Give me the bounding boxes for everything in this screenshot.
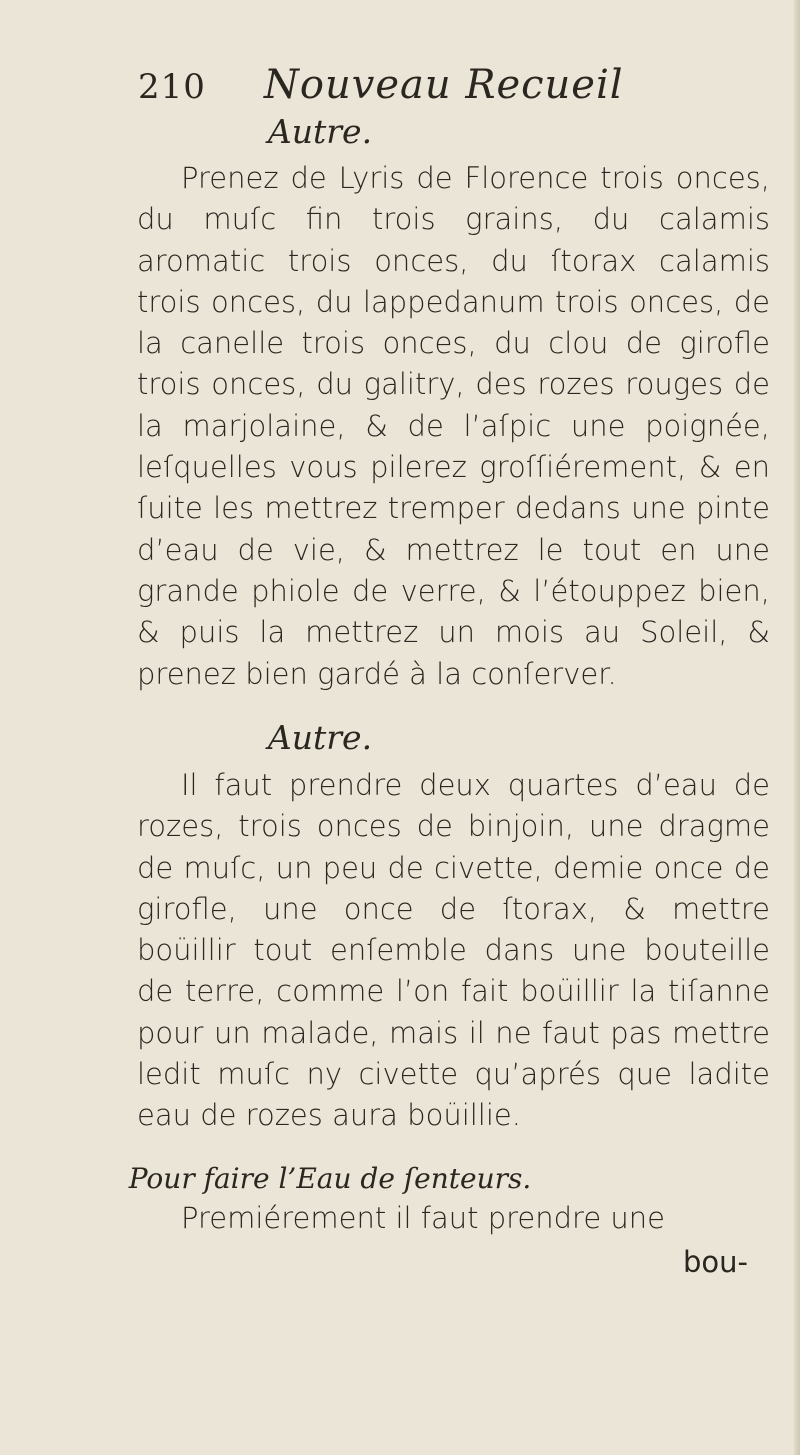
section-heading: Pour faire l’Eau de ſenteurs. xyxy=(128,1162,532,1195)
page-edge xyxy=(794,0,800,1455)
paragraph: Prenez de Lyris de Florence trois onces, du muſc fin trois grains, du calamis aromatic trois onces, du ſtorax calamis trois onces, du lappedanum trois onces, de la canelle trois onces, du clou de girofle trois onces, du galitry, des rozes rouges de la marjolaine, & de l’aſpic une poignée, leſquelles vous pilerez groſſiérement, & en ſuite les mettrez tremper dedans une pinte d’eau de vie, & mettrez le tout en une grande phiole de verre, & l’étouppez bien, & puis la mettrez un mois au Soleil, & prenez bien gardé à la conſerver. xyxy=(137,161,770,691)
catchword: bou- xyxy=(683,1245,748,1279)
paragraph: Premiérement il faut prendre une xyxy=(181,1201,665,1235)
paragraph: Il faut prendre deux quartes d’eau de rozes, trois onces de binjoin, une dragme de muſc, un peu de civette, demie once de girofle, une once de ſtorax, & mettre boüillir tout enſemble dans une bouteille de terre, comme l’on fait boüillir la tiſanne pour un malade, mais il ne faut pas mettre ledit muſc ny civette qu’aprés que ladite eau de rozes aura boüillie. xyxy=(137,768,770,1133)
running-title: Nouveau Recueil xyxy=(263,62,624,108)
page-number: 210 xyxy=(138,67,206,107)
section-heading: Autre. xyxy=(267,112,373,151)
page-header xyxy=(138,62,658,108)
section-heading: Autre. xyxy=(267,718,373,757)
